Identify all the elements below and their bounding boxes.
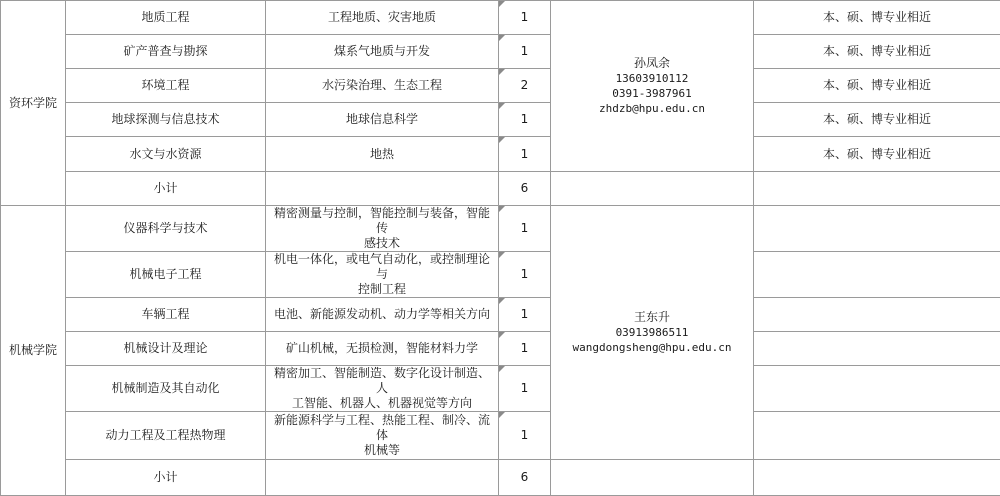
contact-cell — [551, 1, 754, 172]
requirement-cell — [754, 298, 1000, 332]
count-cell: 1 — [499, 252, 551, 298]
count-cell: 1 — [499, 35, 551, 69]
count-cell: 1 — [499, 332, 551, 366]
contact-phone: 13603910112 — [554, 71, 750, 86]
requirement-cell — [754, 252, 1000, 298]
table-row — [1, 252, 1000, 298]
contact-name: 王东升 — [554, 310, 750, 325]
direction-line: 工智能、机器人、机器视觉等方向 — [269, 396, 495, 411]
requirement-cell — [754, 412, 1000, 460]
contact-email: wangdongsheng@hpu.edu.cn — [554, 340, 750, 355]
requirement-cell — [754, 206, 1000, 252]
table-row — [1, 298, 1000, 332]
subtotal-row — [1, 172, 1000, 206]
contact-tel: 0391-3987961 — [554, 86, 750, 101]
direction-cell: 地球信息科学 — [266, 103, 499, 137]
table-row — [1, 69, 1000, 103]
table-row — [1, 206, 1000, 252]
subtotal-label: 小计 — [66, 172, 266, 206]
direction-cell: 地热 — [266, 137, 499, 172]
discipline-cell: 仪器科学与技术 — [66, 206, 266, 252]
count-cell: 1 — [499, 137, 551, 172]
direction-cell: 煤系气地质与开发 — [266, 35, 499, 69]
discipline-cell: 车辆工程 — [66, 298, 266, 332]
subtotal-label: 小计 — [66, 460, 266, 496]
discipline-cell: 水文与水资源 — [66, 137, 266, 172]
contact-cell — [551, 206, 754, 460]
discipline-cell: 地球探测与信息技术 — [66, 103, 266, 137]
department-cell: 资环学院 — [1, 1, 66, 206]
discipline-cell: 环境工程 — [66, 69, 266, 103]
contact-phone: 03913986511 — [554, 325, 750, 340]
direction-line: 感技术 — [269, 236, 495, 251]
count-cell: 1 — [499, 298, 551, 332]
subtotal-count: 6 — [499, 172, 551, 206]
count-cell: 1 — [499, 206, 551, 252]
empty-cell — [266, 460, 499, 496]
discipline-cell: 动力工程及工程热物理 — [66, 412, 266, 460]
direction-line: 精密加工、智能制造、数字化设计制造、人 — [269, 366, 495, 396]
direction-line: 机械等 — [269, 443, 495, 458]
table-row — [1, 1, 1000, 35]
requirement-cell: 本、硕、博专业相近 — [754, 103, 1000, 137]
direction-cell — [266, 206, 499, 252]
count-cell: 2 — [499, 69, 551, 103]
table-row — [1, 103, 1000, 137]
discipline-cell: 机械电子工程 — [66, 252, 266, 298]
discipline-cell: 地质工程 — [66, 1, 266, 35]
discipline-cell: 矿产普查与勘探 — [66, 35, 266, 69]
requirement-cell — [754, 366, 1000, 412]
empty-cell — [754, 460, 1000, 496]
empty-cell — [551, 172, 754, 206]
count-cell: 1 — [499, 412, 551, 460]
table-row — [1, 35, 1000, 69]
table-row — [1, 412, 1000, 460]
direction-line: 精密测量与控制，智能控制与装备，智能传 — [269, 206, 495, 236]
table-row — [1, 366, 1000, 412]
requirement-cell: 本、硕、博专业相近 — [754, 69, 1000, 103]
empty-cell — [551, 460, 754, 496]
direction-cell — [266, 412, 499, 460]
direction-cell — [266, 366, 499, 412]
discipline-cell: 机械制造及其自动化 — [66, 366, 266, 412]
direction-line: 新能源科学与工程、热能工程、制冷、流体 — [269, 413, 495, 443]
count-cell: 1 — [499, 103, 551, 137]
contact-email: zhdzb@hpu.edu.cn — [554, 101, 750, 116]
discipline-cell: 机械设计及理论 — [66, 332, 266, 366]
count-cell: 1 — [499, 366, 551, 412]
requirement-cell: 本、硕、博专业相近 — [754, 137, 1000, 172]
contact-name: 孙凤余 — [554, 56, 750, 71]
requirement-cell — [754, 332, 1000, 366]
direction-cell: 工程地质、灾害地质 — [266, 1, 499, 35]
department-cell: 机械学院 — [1, 206, 66, 496]
empty-cell — [266, 172, 499, 206]
requirement-cell: 本、硕、博专业相近 — [754, 1, 1000, 35]
count-cell: 1 — [499, 1, 551, 35]
subtotal-count: 6 — [499, 460, 551, 496]
empty-cell — [754, 172, 1000, 206]
table-row — [1, 137, 1000, 172]
table-row — [1, 332, 1000, 366]
subtotal-row — [1, 460, 1000, 496]
direction-cell: 水污染治理、生态工程 — [266, 69, 499, 103]
direction-cell: 矿山机械，无损检测，智能材料力学 — [266, 332, 499, 366]
direction-cell: 电池、新能源发动机、动力学等相关方向 — [266, 298, 499, 332]
direction-cell — [266, 252, 499, 298]
requirement-cell: 本、硕、博专业相近 — [754, 35, 1000, 69]
direction-line: 控制工程 — [269, 282, 495, 297]
direction-line: 机电一体化，或电气自动化，或控制理论与 — [269, 252, 495, 282]
